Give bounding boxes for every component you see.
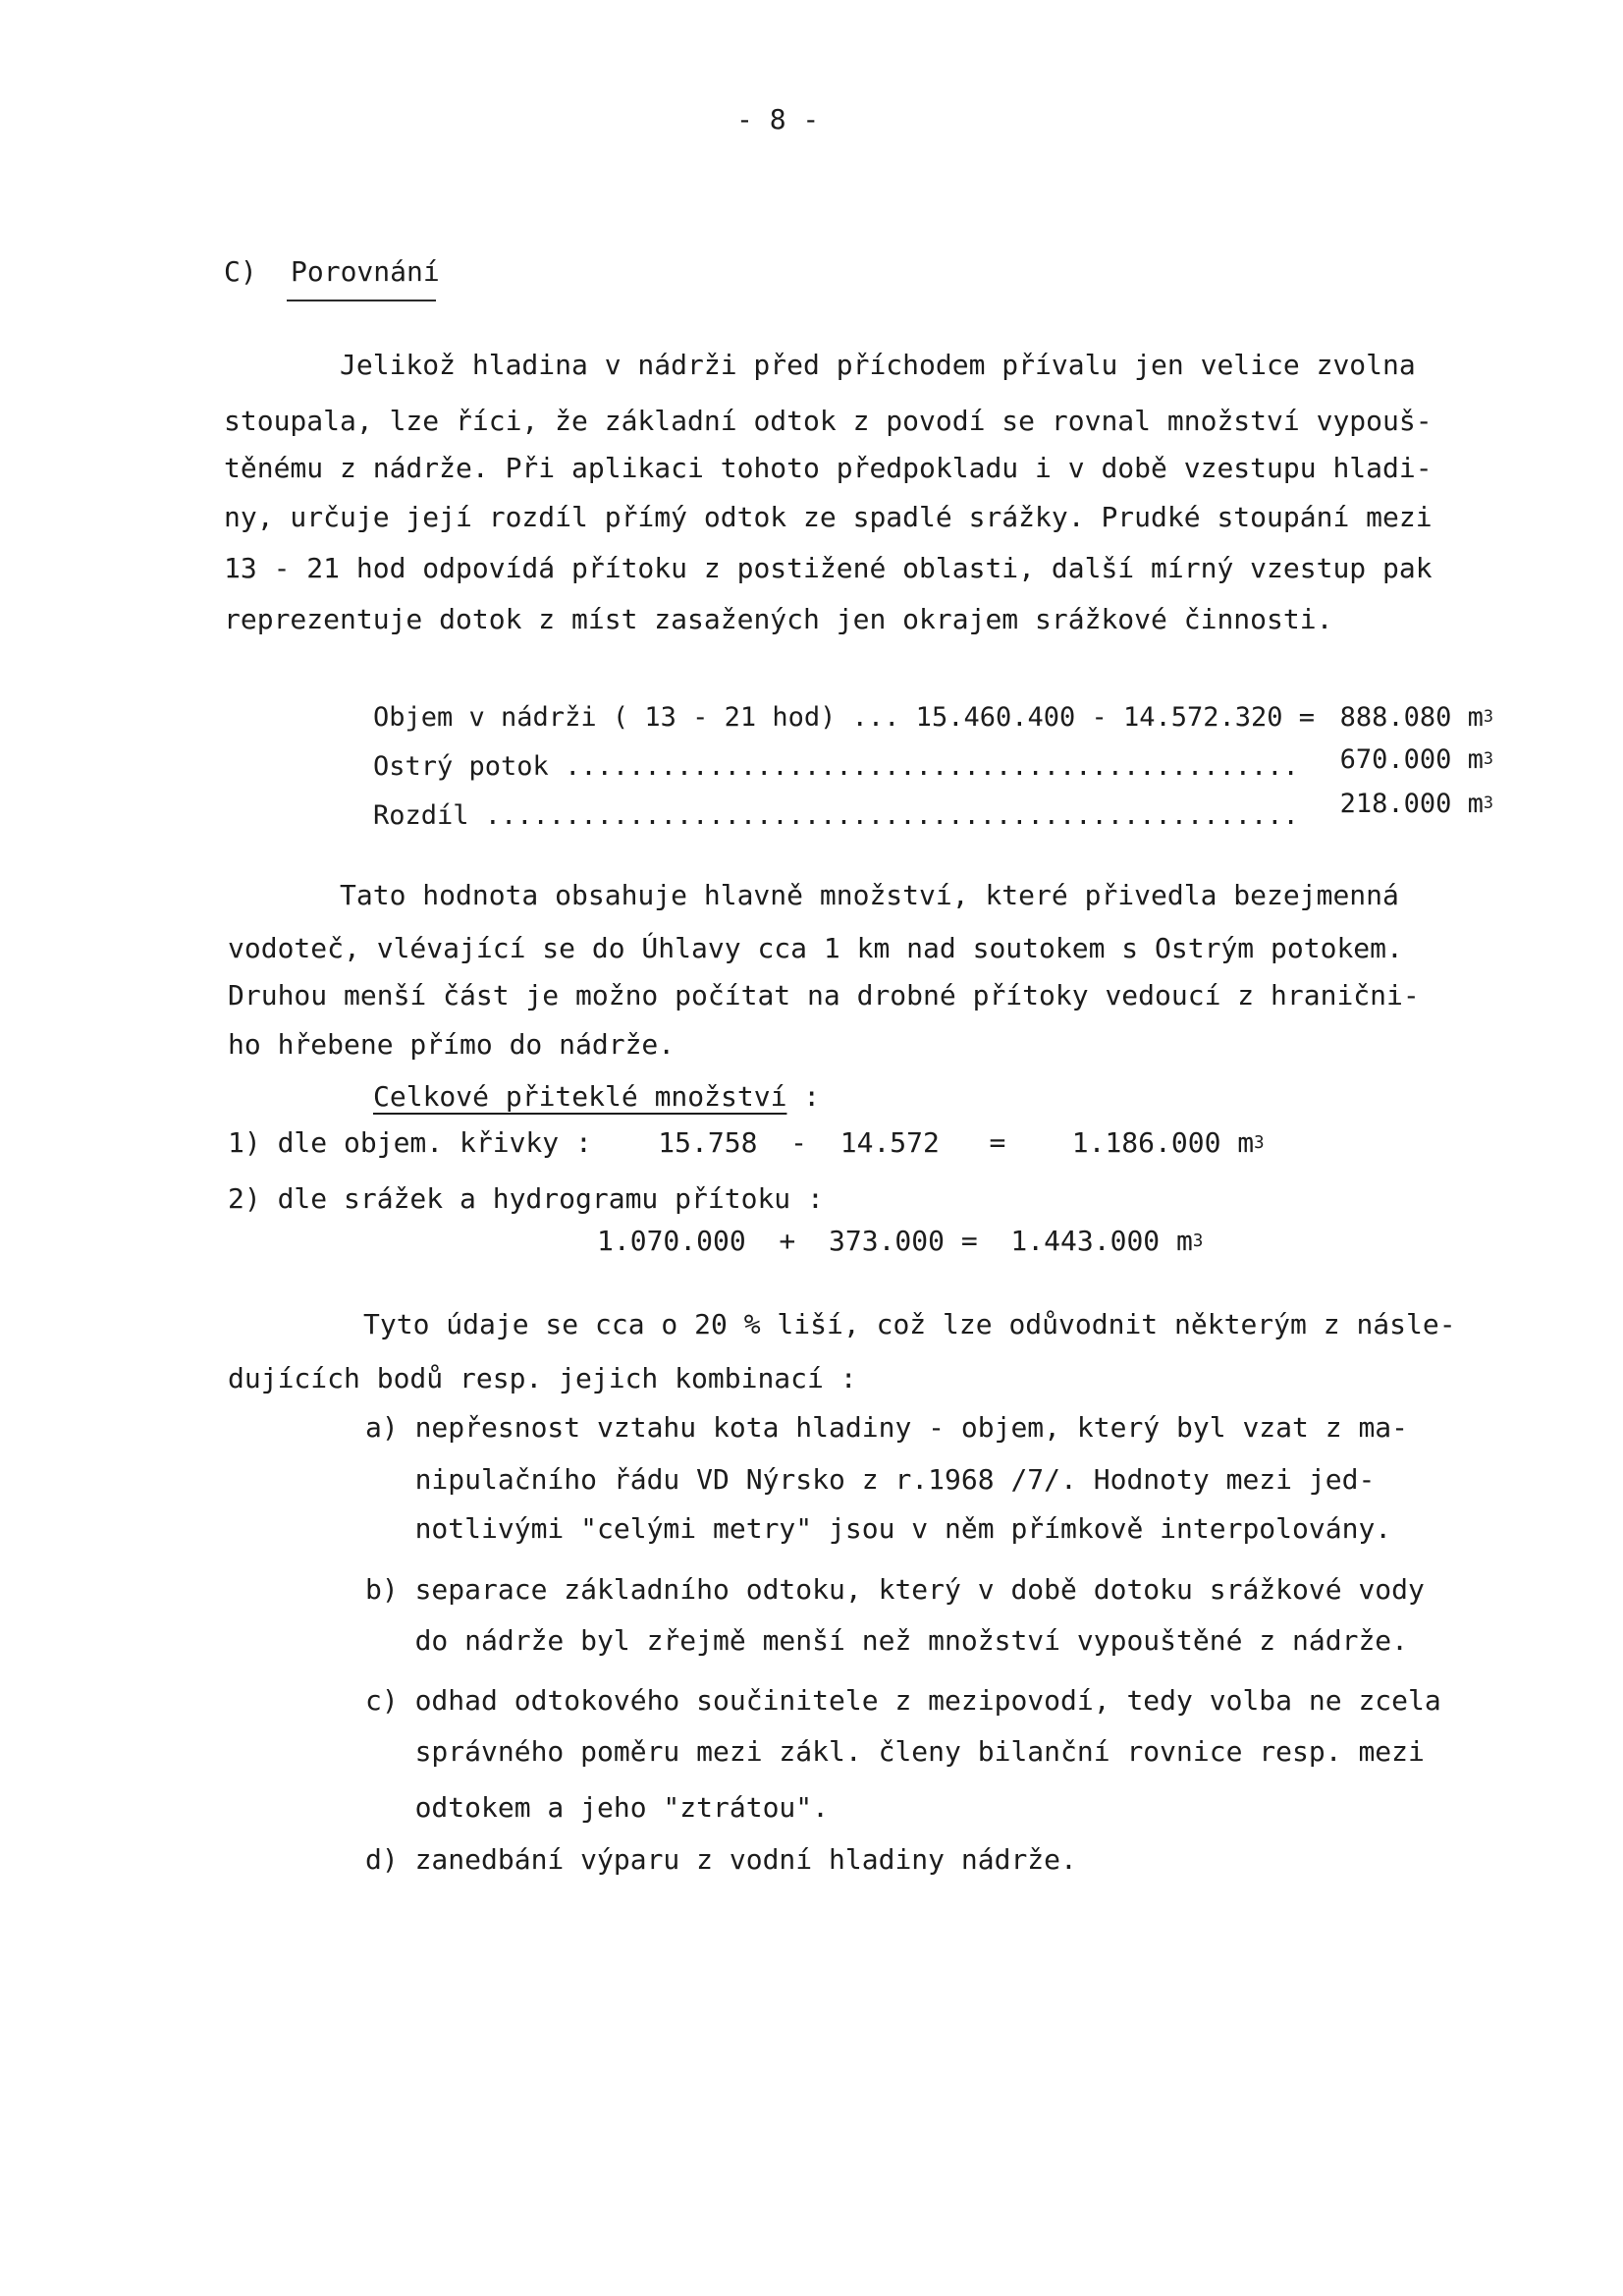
volume-row-label: Ostrý potok .............................................. [373, 751, 1299, 782]
paragraph-line: těnému z nádrže. Při aplikaci tohoto předpokladu i v době vzestupu hladi- [224, 452, 1433, 484]
paragraph-line: stoupala, lze říci, že základní odtok z povodí se rovnal množství vypouš- [224, 405, 1433, 437]
paragraph-line: Jelikož hladina v nádrži před příchodem přívalu jen velice zvolna [340, 349, 1416, 381]
reason-line: nipulačního řádu VD Nýrsko z r.1968 /7/. Hodnoty mezi jed- [365, 1463, 1376, 1496]
volume-row-label: Rozdíl ................................................... [373, 800, 1299, 831]
paragraph-line: dujících bodů resp. jejich kombinací : [228, 1362, 857, 1394]
section-title: Porovnání [291, 255, 440, 288]
reason-line: správného poměru mezi zákl. členy bilanční rovnice resp. mezi [365, 1735, 1425, 1768]
reason-line: c) odhad odtokového součinitele z mezipovodí, tedy volba ne zcela [365, 1684, 1441, 1717]
section-title-underline [287, 300, 436, 301]
reason-line: do nádrže byl zřejmě menší než množství vypouštěné z nádrže. [365, 1624, 1409, 1657]
paragraph-line: Tyto údaje se cca o 20 % liší, což lze odůvodnit některým z násle- [363, 1308, 1456, 1340]
section-letter: C) [224, 255, 257, 288]
page-number: - 8 - [736, 103, 820, 136]
volume-row-value: 218.000 $m^3$ [1339, 789, 1493, 819]
paragraph-line: ho hřebene přímo do nádrže. [228, 1028, 676, 1061]
volume-row-value: 670.000 $m^3$ [1339, 744, 1493, 775]
total-inflow-item-2: 2) dle srážek a hydrogramu přítoku : [228, 1182, 824, 1215]
volume-row-label: Objem v nádrži ( 13 - 21 hod) ... 15.460.400 - 14.572.320 = [373, 702, 1316, 733]
paragraph-line: reprezentuje dotok z míst zasažených jen okrajem srážkové činnosti. [224, 603, 1333, 635]
paragraph-line: ny, určuje její rozdíl přímý odtok ze spadlé srážky. Prudké stoupání mezi [224, 501, 1433, 533]
paragraph-line: vodoteč, vlévající se do Úhlavy cca 1 km nad soutokem s Ostrým potokem. [228, 932, 1403, 964]
reason-line: b) separace základního odtoku, který v době dotoku srážkové vody [365, 1573, 1425, 1606]
reason-line: a) nepřesnost vztahu kota hladiny - objem, který byl vzat z ma- [365, 1411, 1409, 1444]
reason-line: odtokem a jeho "ztrátou". [365, 1791, 830, 1824]
total-inflow-heading: Celkové přiteklé množství : [373, 1080, 821, 1113]
paragraph-line: Tato hodnota obsahuje hlavně množství, které přivedla bezejmenná [340, 879, 1399, 911]
reason-line: notlivými "celými metry" jsou v něm přímkově interpolovány. [365, 1512, 1392, 1545]
reason-line: d) zanedbání výparu z vodní hladiny nádrže. [365, 1843, 1077, 1876]
total-inflow-item-1: 1) dle objem. křivky : 15.758 - 14.572 = 1.186.000 $m^3$ [228, 1126, 1265, 1159]
paragraph-line: 13 - 21 hod odpovídá přítoku z postižené oblasti, další mírný vzestup pak [224, 552, 1433, 584]
total-inflow-item-2-calc: 1.070.000 + 373.000 = 1.443.000 $m^3$ [597, 1225, 1204, 1257]
volume-row-value: 888.080 $m^3$ [1339, 702, 1493, 733]
paragraph-line: Druhou menší část je možno počítat na drobné přítoky vedoucí z hranični- [228, 979, 1420, 1011]
